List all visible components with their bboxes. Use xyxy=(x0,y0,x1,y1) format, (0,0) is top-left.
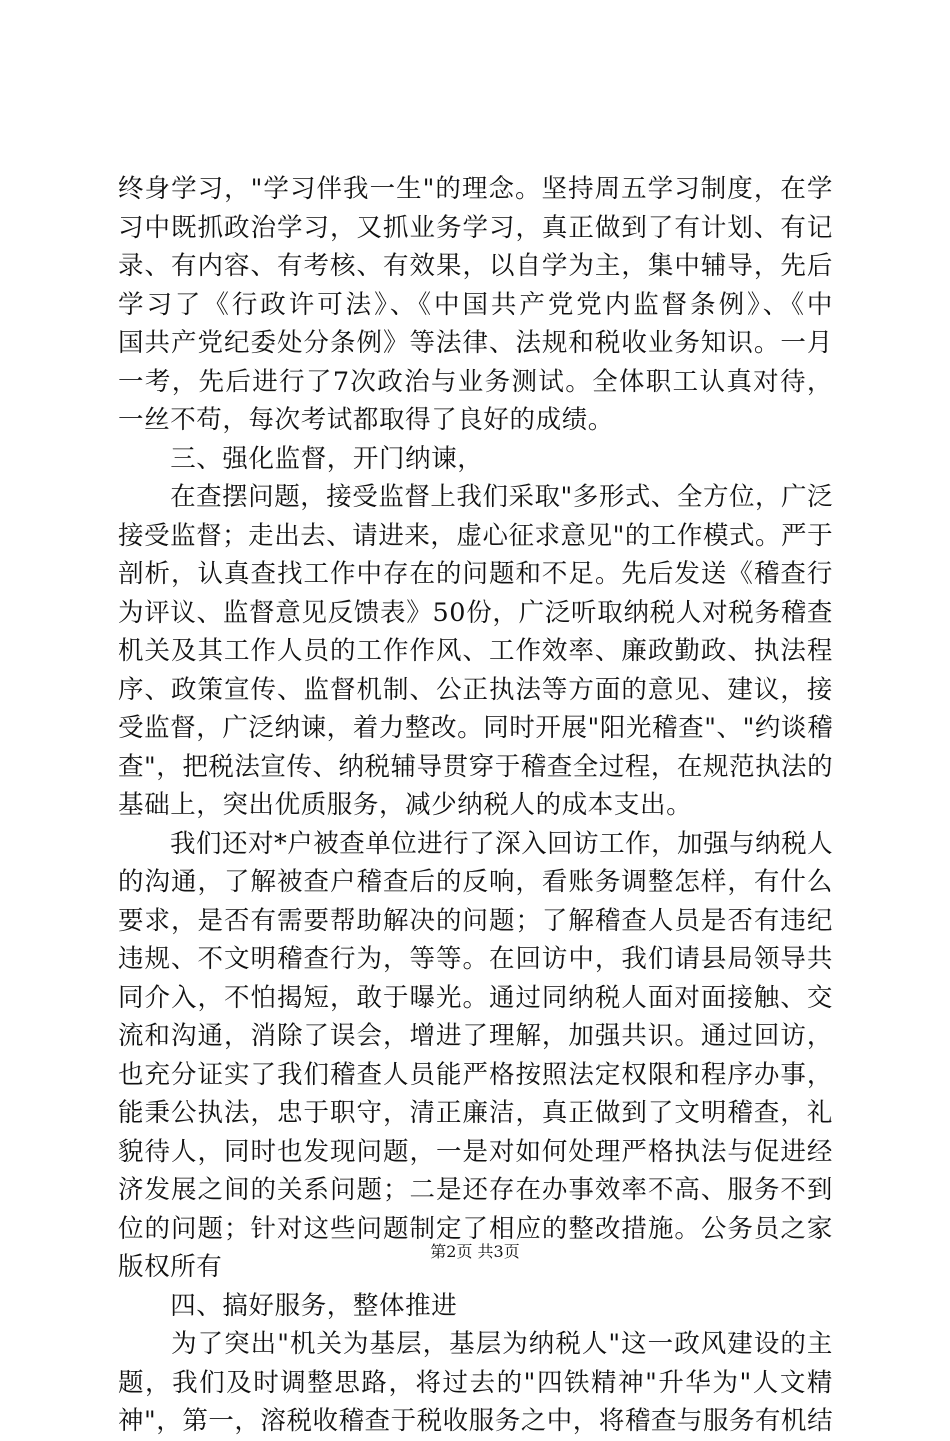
text-line: 剖析，认真查找工作中存在的问题和不足。先后发送《稽查行 xyxy=(118,559,833,589)
text-line: 一考，先后进行了7次政治与业务测试。全体职工认真对待， xyxy=(118,366,833,397)
text-line: 济发展之间的关系问题；二是还存在办事效率不高、服务不到 xyxy=(118,1175,833,1205)
text-line: 终身学习，"学习伴我一生"的理念。坚持周五学习制度，在学 xyxy=(118,174,833,204)
text-line: 为评议、监督意见反馈表》50份，广泛听取纳税人对税务稽查 xyxy=(118,597,833,628)
text-line: 三、强化监督，开门纳谏， xyxy=(118,443,484,474)
text-line: 习中既抓政治学习，又抓业务学习，真正做到了有计划、有记 xyxy=(118,212,833,243)
text-line: 位的问题；针对这些问题制定了相应的整改措施。公务员之家 xyxy=(118,1213,833,1244)
text-line: 也充分证实了我们稽查人员能严格按照法定权限和程序办事， xyxy=(118,1059,833,1090)
text-line: 的沟通，了解被查户稽查后的反响，看账务调整怎样，有什么 xyxy=(118,867,833,897)
text-line: 貌待人，同时也发现问题，一是对如何处理严格执法与促进经 xyxy=(118,1136,833,1167)
text-line: 序、政策宣传、监督机制、公正执法等方面的意见、建议，接 xyxy=(118,674,833,705)
text-line: 录、有内容、有考核、有效果，以自学为主，集中辅导，先后 xyxy=(118,251,833,281)
text-line: 神"，第一，溶税收稽查于税收服务之中，将稽查与服务有机结 xyxy=(118,1406,833,1436)
text-line: 要求，是否有需要帮助解决的问题；了解稽查人员是否有违纪 xyxy=(118,905,833,936)
text-line: 违规、不文明稽查行为，等等。在回访中，我们请县局领导共 xyxy=(118,944,833,974)
text-line: 题，我们及时调整思路，将过去的"四铁精神"升华为"人文精 xyxy=(118,1367,833,1398)
text-line: 版权所有 xyxy=(118,1252,223,1282)
text-line: 在查摆问题，接受监督上我们采取"多形式、全方位，广泛 xyxy=(118,482,833,512)
text-line: 学习了《行政许可法》、《中国共产党党内监督条例》、《中 xyxy=(118,289,833,320)
page-number-footer: 第2页 共3页 xyxy=(430,1242,520,1261)
text-line: 为了突出"机关为基层，基层为纳税人"这一政风建设的主 xyxy=(118,1329,833,1359)
text-line: 接受监督；走出去、请进来，虚心征求意见"的工作模式。严于 xyxy=(118,520,833,551)
text-line: 我们还对*户被查单位进行了深入回访工作，加强与纳税人 xyxy=(118,828,833,859)
text-line: 同介入，不怕揭短，敢于曝光。通过同纳税人面对面接触、交 xyxy=(118,982,833,1013)
text-line: 流和沟通，消除了误会，增进了理解，加强共识。通过回访， xyxy=(118,1021,833,1051)
text-line: 基础上，突出优质服务，减少纳税人的成本支出。 xyxy=(118,790,693,820)
text-line: 能秉公执法，忠于职守，清正廉洁，真正做到了文明稽查，礼 xyxy=(118,1098,833,1128)
text-line: 机关及其工作人员的工作作风、工作效率、廉政勤政、执法程 xyxy=(118,636,833,666)
text-line: 受监督，广泛纳谏，着力整改。同时开展"阳光稽查"、"约谈稽 xyxy=(118,713,833,743)
text-line: 四、搞好服务，整体推进 xyxy=(118,1290,458,1321)
text-line: 查"，把税法宣传、纳税辅导贯穿于稽查全过程，在规范执法的 xyxy=(118,751,833,782)
text-line: 国共产党纪委处分条例》等法律、法规和税收业务知识。一月 xyxy=(118,328,833,358)
text-line: 一丝不苟，每次考试都取得了良好的成绩。 xyxy=(118,405,614,435)
